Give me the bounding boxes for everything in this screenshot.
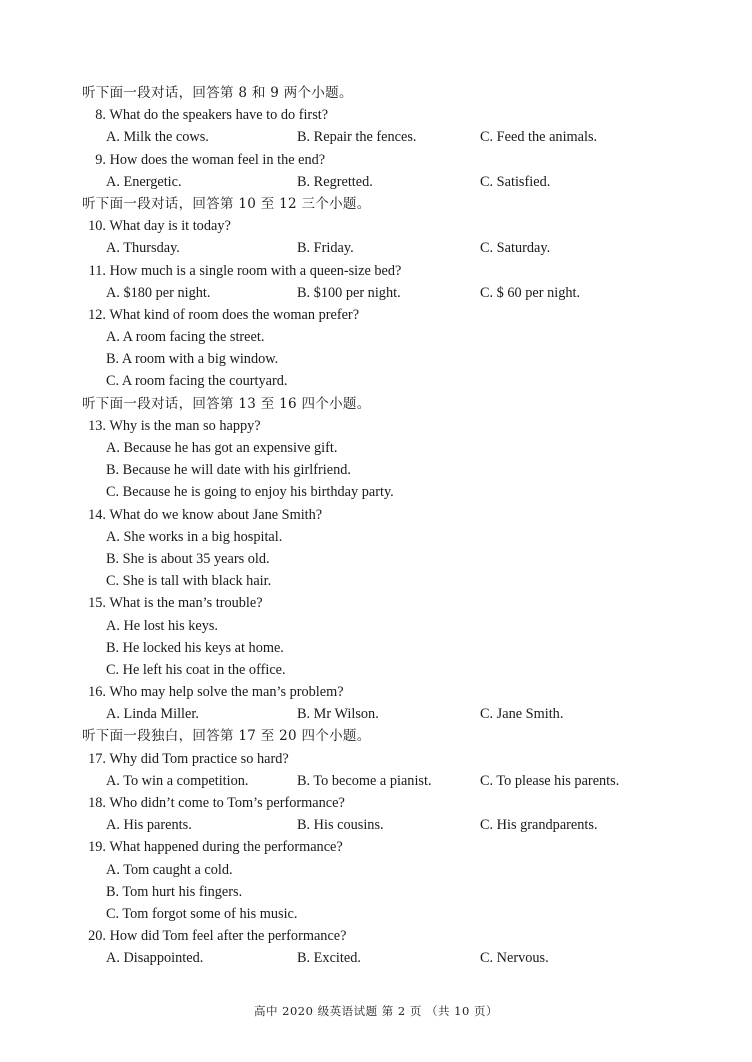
option-row (82, 282, 682, 304)
question-stem (82, 260, 682, 282)
answer-option: A. Linda Miller. (106, 706, 199, 723)
question-stem (82, 925, 682, 947)
question-stem (82, 748, 682, 770)
question-stem (82, 215, 682, 237)
answer-option: C. Satisfied. (480, 173, 551, 190)
question-text: Why is the man so happy? (109, 417, 261, 434)
answer-option: C. $ 60 per night. (480, 284, 581, 301)
answer-option: A. He lost his keys. (106, 617, 218, 634)
question-text: How much is a single room with a queen-size bed? (109, 262, 402, 279)
answer-option: A. Disappointed. (106, 950, 204, 967)
question-text: What is the man’s trouble? (109, 595, 263, 612)
answer-option: A. His parents. (106, 817, 192, 834)
answer-option: C. His grandparents. (480, 817, 598, 834)
question-number: 11. (88, 262, 106, 279)
question-number: 15. (88, 595, 106, 612)
answer-option: B. Because he will date with his girlfriend. (106, 462, 351, 479)
answer-option: B. To become a pianist. (297, 772, 432, 789)
answer-option: C. To please his parents. (480, 772, 620, 789)
question-stem (82, 836, 682, 858)
question-number: 20. (88, 928, 106, 945)
question-stem (82, 104, 682, 126)
answer-option: B. Friday. (297, 240, 354, 257)
question-stem (82, 415, 682, 437)
answer-option: A. Thursday. (106, 240, 180, 257)
answer-option: C. Nervous. (480, 950, 549, 967)
section-instruction: 听下面一段对话，回答第 13 至 16 四个小题。 (82, 395, 371, 412)
question-stem (82, 681, 682, 703)
question-text: How does the woman feel in the end? (109, 151, 326, 168)
question-number: 14. (88, 506, 106, 523)
answer-option: A. To win a competition. (106, 772, 249, 789)
answer-option: A. $180 per night. (106, 284, 211, 301)
section-instruction: 听下面一段对话，回答第 10 至 12 三个小题。 (82, 195, 371, 212)
section-instruction: 听下面一段对话，回答第 8 和 9 两个小题。 (82, 85, 353, 101)
question-number: 18. (88, 795, 106, 811)
answer-option: B. Tom hurt his fingers. (106, 883, 243, 900)
question-text: What do the speakers have to do first? (109, 107, 329, 124)
answer-option: A. A room facing the street. (106, 329, 265, 346)
question-stem (82, 304, 682, 326)
question-text: What happened during the performance? (109, 839, 343, 856)
answer-option: A. Milk the cows. (106, 129, 209, 146)
answer-option: B. Repair the fences. (297, 129, 417, 146)
question-text: How did Tom feel after the performance? (109, 928, 347, 945)
answer-option: B. Excited. (297, 950, 361, 967)
question-text: Who may help solve the man’s problem? (109, 684, 344, 701)
answer-option: C. Saturday. (480, 240, 551, 257)
question-stem (82, 149, 682, 171)
question-number: 8. (95, 107, 106, 124)
option-row (82, 171, 682, 193)
answer-option: A. Energetic. (106, 173, 182, 190)
answer-option: B. A room with a big window. (106, 351, 279, 368)
option-row (82, 237, 682, 259)
section-instruction: 听下面一段独白，回答第 17 至 20 四个小题。 (82, 728, 371, 745)
answer-option: C. Feed the animals. (480, 129, 598, 146)
answer-option: C. Because he is going to enjoy his birthday party. (106, 484, 394, 501)
option-row (82, 814, 682, 836)
question-stem (82, 592, 682, 614)
option-row (82, 126, 682, 148)
answer-option: C. She is tall with black hair. (106, 573, 272, 590)
question-text: Why did Tom practice so hard? (109, 750, 289, 767)
question-number: 13. (88, 417, 106, 434)
answer-option: C. He left his coat in the office. (106, 661, 286, 678)
question-number: 19. (88, 839, 106, 856)
question-text: What do we know about Jane Smith? (109, 506, 323, 523)
page-footer: 高中 2020 级英语试题 第 2 页 （共 10 页） (254, 1004, 498, 1018)
answer-option: B. Mr Wilson. (297, 706, 379, 723)
answer-option: B. She is about 35 years old. (106, 550, 270, 567)
answer-option: C. A room facing the courtyard. (106, 373, 288, 390)
question-number: 10. (88, 218, 106, 235)
answer-option: B. His cousins. (297, 817, 384, 834)
question-number: 12. (88, 306, 106, 323)
question-number: 17. (88, 750, 106, 767)
question-stem (82, 504, 682, 526)
question-text: What kind of room does the woman prefer? (109, 306, 360, 323)
answer-option: C. Tom forgot some of his music. (106, 905, 298, 922)
answer-option: A. She works in a big hospital. (106, 528, 283, 545)
option-row (82, 770, 682, 792)
question-text: What day is it today? (109, 218, 231, 235)
answer-option: C. Jane Smith. (480, 706, 564, 723)
answer-option: B. $100 per night. (297, 284, 401, 301)
question-list (82, 82, 682, 970)
question-text: Who didn’t come to Tom’s performance? (109, 795, 345, 811)
option-row (82, 703, 682, 725)
option-row (82, 947, 682, 969)
question-stem (82, 792, 682, 814)
answer-option: B. He locked his keys at home. (106, 639, 284, 656)
answer-option: B. Regretted. (297, 173, 373, 190)
answer-option: A. Because he has got an expensive gift. (106, 440, 338, 456)
answer-option: A. Tom caught a cold. (106, 861, 233, 878)
question-number: 9. (95, 151, 106, 168)
question-number: 16. (88, 684, 106, 701)
